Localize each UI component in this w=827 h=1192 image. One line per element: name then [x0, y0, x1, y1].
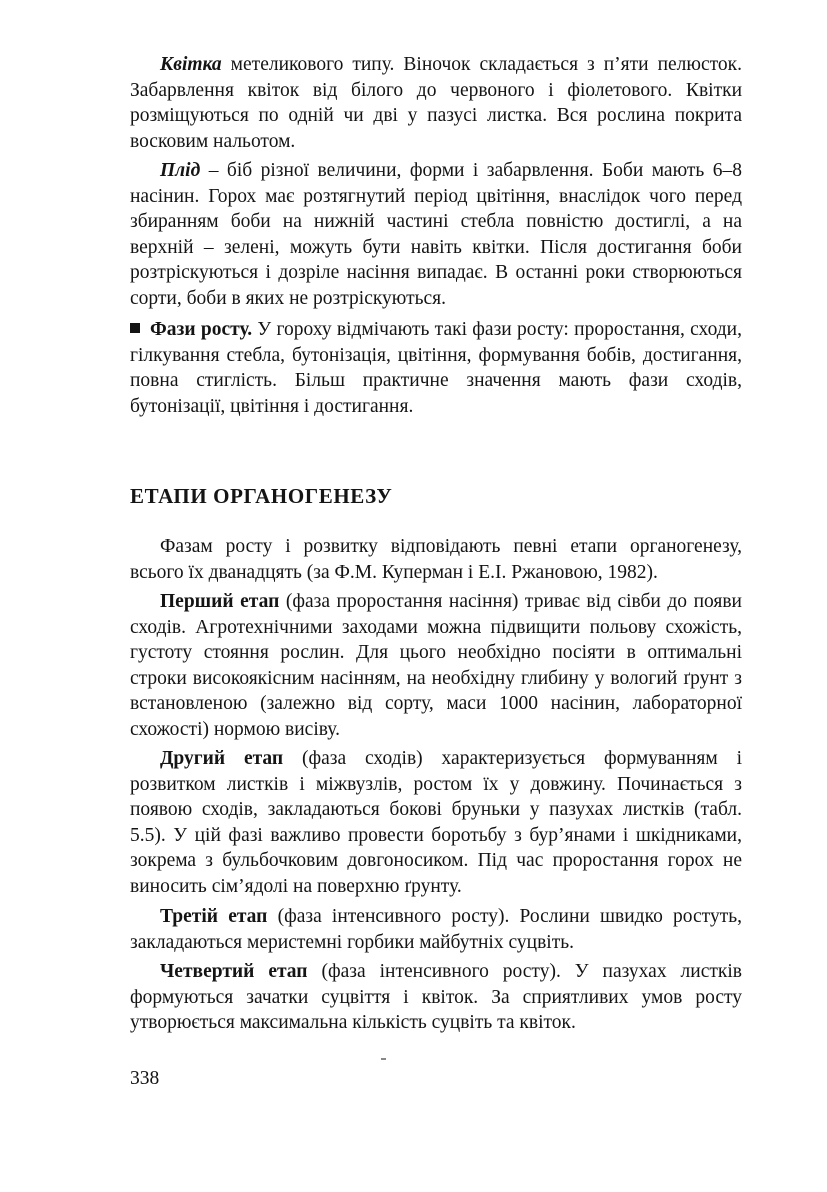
- paragraph-fruit: [130, 158, 742, 312]
- paragraph-stage-2: [130, 746, 742, 900]
- section-heading: ЕТАПИ ОРГАНОГЕНЕЗУ: [130, 484, 393, 508]
- term-fruit: Плід: [160, 160, 201, 181]
- paragraph-intro-text: Фазам росту і розвитку відповідають певні етапи органогенезу, всього їх дванадцять (за Ф.М. Куперман і Е.І. Ржановою, 1982).: [130, 536, 742, 583]
- paragraph-fruit-text: – біб різної величини, форми і забарвлення. Боби мають 6–8 насінин. Горох має розтягнутий період цвітіння, внаслідок чого перед збиранням боби на нижній частині стебла повністю достиглі, а на верхній – зелені, можуть бути навіть квітки. Після достигання боби розтріскуються і дозріле насіння випадає. В останні роки створюються сорти, боби в яких не розтріскуються.: [130, 160, 742, 309]
- paragraph-growth-phases: [130, 317, 742, 419]
- paragraph-intro: [130, 534, 742, 585]
- term-growth-phases: Фази росту.: [150, 319, 253, 340]
- term-stage-1: Перший етап: [160, 591, 280, 612]
- paragraph-stage-3: [130, 904, 742, 955]
- scan-speck: [381, 1058, 386, 1060]
- term-stage-4: Четвертий етап: [160, 961, 308, 982]
- term-flower: Квітка: [160, 54, 222, 75]
- paragraph-stage-3-text: (фаза інтенсивного росту). Рослини швидко ростуть, закладаються меристемні горбики майбутніх суцвіть.: [130, 906, 742, 953]
- paragraph-stage-4-text: (фаза інтенсивного росту). У пазухах листків формуються зачатки суцвіття і квіток. За сприятливих умов росту утворюється максимальна кількість суцвіть та квіток.: [130, 961, 742, 1034]
- paragraph-stage-2-text: (фаза сходів) характеризується формуванням і розвитком листків і міжвузлів, ростом їх у довжину. Починається з появою сходів, закладаються бокові бруньки у пазухах листків (табл. 5.5). У цій фазі важливо провести боротьбу з бур’янами і шкідниками, зокрема з бульбочковим довгоносиком. Під час проростання горох не виносить сім’ядолі на поверхню ґрунту.: [130, 748, 742, 897]
- paragraph-growth-phases-text: У гороху відмічають такі фази росту: проростання, сходи, гілкування стебла, бутонізація, цвітіння, формування бобів, достигання, повна стиглість. Більш практичне значення мають фази сходів, бутонізації, цвітіння і достигання.: [130, 319, 742, 417]
- term-stage-3: Третій етап: [160, 906, 268, 927]
- paragraph-stage-1-text: (фаза проростання насіння) триває від сівби до появи сходів. Агротехнічними заходами можна підвищити польову схожість, густоту стояння рослин. Для цього необхідно посіяти в оптимальні строки високоякісним насінням, на необхідну глибину у вологий ґрунт з встановленою (залежно від сорту, маси 1000 насінин, лабораторної схожості) нормою висіву.: [130, 591, 742, 740]
- paragraph-flower-text: метеликового типу. Віночок складається з п’яти пелюсток. Забарвлення квіток від білого до червоного і фіолетового. Квітки розміщуються по одній чи дві у пазусі листка. Вся рослина покрита восковим нальотом.: [130, 54, 742, 152]
- paragraph-stage-1: [130, 589, 742, 743]
- term-stage-2: Другий етап: [160, 748, 284, 769]
- paragraph-flower: [130, 52, 742, 154]
- page-number: 338: [130, 1068, 160, 1089]
- paragraph-stage-4: [130, 959, 742, 1036]
- square-bullet-icon: [130, 323, 140, 333]
